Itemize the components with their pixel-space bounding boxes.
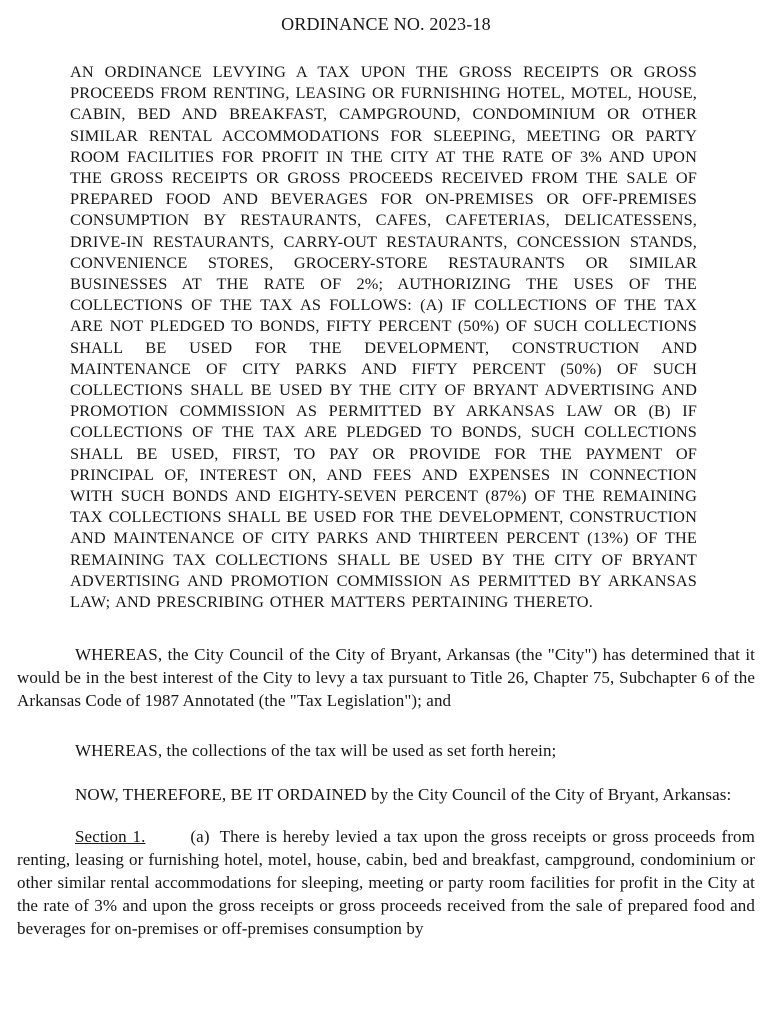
ordinance-caption: AN ORDINANCE LEVYING A TAX UPON THE GROSS RECEIPTS OR GROSS PROCEEDS FROM RENTING, LEASING OR FURNISHING HOTEL, MOTEL, HOUSE, CABIN, BED AND BREAKFAST, CAMPGROUND, CONDOMINIUM OR OTHER SIMILAR RENTAL ACCOMMODATIONS FOR SLEEPING, MEETING OR PARTY ROOM FACILITIES FOR PROFIT IN THE CITY AT THE RATE OF 3% AND UPON THE GROSS RECEIPTS OR GROSS PROCEEDS RECEIVED FROM THE SALE OF PREPARED FOOD AND BEVERAGES FOR ON-PREMISES OR OFF-PREMISES CONSUMPTION BY RESTAURANTS, CAFES, CAFETERIAS, DELICATESSENS, DRIVE-IN RESTAURANTS, CARRY-OUT RESTAURANTS, CONCESSION STANDS, CONVENIENCE STORES, GROCERY-STORE RESTAURANTS OR SIMILAR BUSINESSES AT THE RATE OF 2%; AUTHORIZING THE USES OF THE COLLECTIONS OF THE TAX AS FOLLOWS: (A) IF COLLECTIONS OF THE TAX ARE NOT PLEDGED TO BONDS, FIFTY PERCENT (50%) OF SUCH COLLECTIONS SHALL BE USED FOR THE DEVELOPMENT, CONSTRUCTION AND MAINTENANCE OF CITY PARKS AND FIFTY PERCENT (50%) OF SUCH COLLECTIONS SHALL BE USED BY THE CITY OF BRYANT ADVERTISING AND PROMOTION COMMISSION AS PERMITTED BY ARKANSAS LAW OR (B) IF COLLECTIONS OF THE TAX ARE PLEDGED TO BONDS, SUCH COLLECTIONS SHALL BE USED, FIRST, TO PAY OR PROVIDE FOR THE PAYMENT OF PRINCIPAL OF, INTEREST ON, AND FEES AND EXPENSES IN CONNECTION WITH SUCH BONDS AND EIGHTY-SEVEN PERCENT (87%) OF THE REMAINING TAX COLLECTIONS SHALL BE USED FOR THE DEVELOPMENT, CONSTRUCTION AND MAINTENANCE OF CITY PARKS AND THIRTEEN PERCENT (13%) OF THE REMAINING TAX COLLECTIONS SHALL BE USED BY THE CITY OF BRYANT ADVERTISING AND PROMOTION COMMISSION AS PERMITTED BY ARKANSAS LAW; AND PRESCRIBING OTHER MATTERS PERTAINING THERETO. xyxy=(70,62,697,612)
section-1-body: There is hereby levied a tax upon the gross receipts or gross proceeds from renting, leasing or furnishing hotel, motel, house, cabin, bed and breakfast, campground, condominium or other similar rental accommodations for sleeping, meeting or party room facilities for profit in the City at the rate of 3% and upon the gross receipts or gross proceeds received from the sale of prepared food and beverages for on-premises or off-premises consumption by xyxy=(17,827,755,939)
section-1-marker: (a) xyxy=(190,827,210,847)
whereas-clause-1: WHEREAS, the City Council of the City of Bryant, Arkansas (the "City") has determined that it would be in the best interest of the City to levy a tax pursuant to Title 26, Chapter 75, Subchapter 6 of the Arkansas Code of 1987 Annotated (the "Tax Legislation"); and xyxy=(17,645,755,711)
page-title: ORDINANCE NO. 2023-18 xyxy=(281,14,491,34)
enacting-clause: NOW, THEREFORE, BE IT ORDAINED by the City Council of the City of Bryant, Arkansas: xyxy=(75,785,732,805)
section-1-paragraph xyxy=(17,825,755,940)
whereas-clause-2: WHEREAS, the collections of the tax will be used as set forth herein; xyxy=(75,741,557,761)
section-1-label: Section 1. xyxy=(75,827,146,847)
